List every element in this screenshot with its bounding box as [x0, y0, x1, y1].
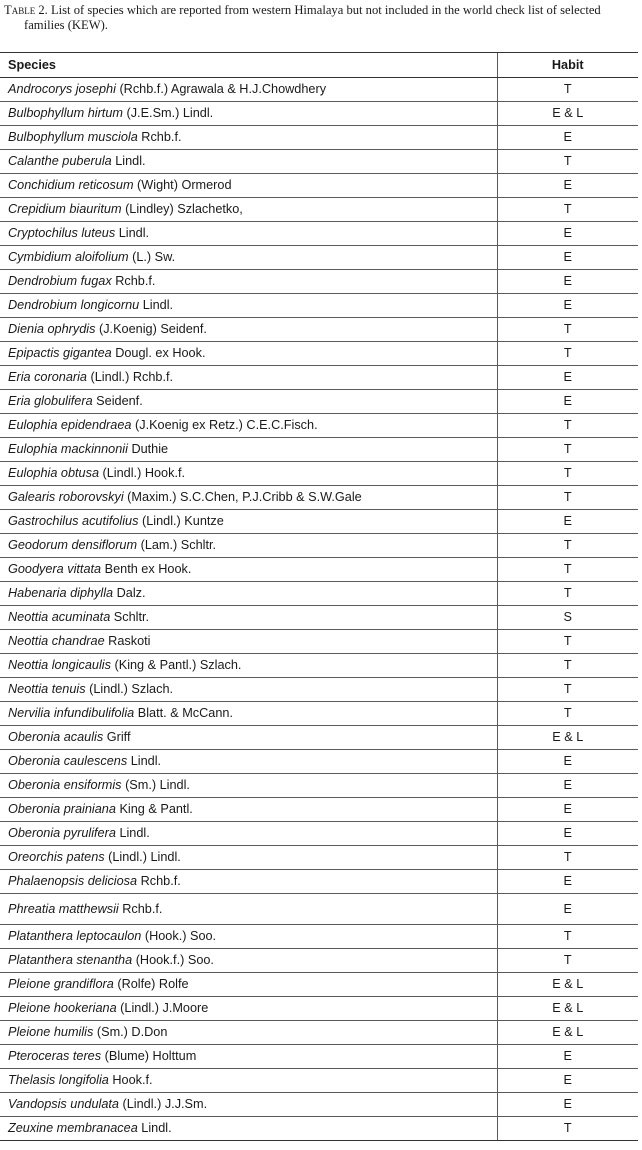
- habit-cell: T: [497, 630, 638, 654]
- habit-cell: E & L: [497, 726, 638, 750]
- species-authority: (King & Pantl.) Szlach.: [114, 658, 242, 672]
- table-row: [0, 414, 638, 438]
- habit-cell: T: [497, 654, 638, 678]
- species-name: Oberonia ensiformis: [8, 778, 122, 792]
- species-name: Habenaria diphylla: [8, 586, 114, 600]
- species-name: Geodorum densiflorum: [8, 538, 138, 552]
- species-authority: Rchb.f.: [140, 874, 181, 888]
- species-cell: [0, 1093, 497, 1117]
- species-name: Phalaenopsis deliciosa: [8, 874, 138, 888]
- species-name: Phreatia matthewsii: [8, 902, 119, 916]
- species-authority: (Lindl.) J.Moore: [120, 1001, 209, 1015]
- species-authority: Lindl.: [130, 754, 162, 768]
- species-cell: [0, 78, 497, 102]
- habit-cell: E: [497, 894, 638, 925]
- table-row: [0, 582, 638, 606]
- species-authority: Duthie: [131, 442, 169, 456]
- species-authority: Raskoti: [108, 634, 151, 648]
- table-row: [0, 366, 638, 390]
- species-cell: [0, 150, 497, 174]
- species-authority: Rchb.f.: [141, 130, 182, 144]
- habit-cell: T: [497, 1117, 638, 1141]
- table-row: [0, 1045, 638, 1069]
- species-cell: [0, 342, 497, 366]
- caption-text-line2: families (KEW).: [24, 18, 108, 32]
- table-caption: [4, 3, 634, 33]
- habit-cell: T: [497, 582, 638, 606]
- species-name: Pleione grandiflora: [8, 977, 114, 991]
- species-authority: (Wight) Ormerod: [137, 178, 232, 192]
- habit-cell: T: [497, 438, 638, 462]
- table-row: [0, 726, 638, 750]
- species-cell: [0, 1117, 497, 1141]
- species-name: Platanthera leptocaulon: [8, 929, 142, 943]
- habit-cell: E: [497, 222, 638, 246]
- species-name: Cymbidium aloifolium: [8, 250, 129, 264]
- table-row: [0, 510, 638, 534]
- table-row: [0, 294, 638, 318]
- table-row: [0, 102, 638, 126]
- caption-text-line1: List of species which are reported from western Himalaya but not included in the world check list of selected: [50, 3, 601, 17]
- habit-cell: E & L: [497, 1021, 638, 1045]
- species-name: Dendrobium fugax: [8, 274, 112, 288]
- table-row: [0, 534, 638, 558]
- species-cell: [0, 997, 497, 1021]
- species-cell: [0, 246, 497, 270]
- habit-cell: T: [497, 486, 638, 510]
- habit-cell: E: [497, 246, 638, 270]
- habit-cell: E: [497, 750, 638, 774]
- habit-cell: E: [497, 294, 638, 318]
- species-cell: [0, 558, 497, 582]
- species-name: Oberonia caulescens: [8, 754, 128, 768]
- species-cell: [0, 126, 497, 150]
- habit-cell: E: [497, 270, 638, 294]
- species-cell: [0, 222, 497, 246]
- species-authority: (Lindl.) Rchb.f.: [90, 370, 174, 384]
- species-cell: [0, 925, 497, 949]
- species-name: Neottia longicaulis: [8, 658, 111, 672]
- habit-cell: T: [497, 925, 638, 949]
- species-authority: (J.Koenig ex Retz.) C.E.C.Fisch.: [135, 418, 318, 432]
- species-cell: [0, 894, 497, 925]
- species-authority: (Maxim.) S.C.Chen, P.J.Cribb & S.W.Gale: [127, 490, 362, 504]
- species-cell: [0, 1045, 497, 1069]
- table-row: [0, 126, 638, 150]
- habit-cell: E: [497, 1069, 638, 1093]
- species-authority: Rchb.f.: [122, 902, 163, 916]
- species-name: Eria globulifera: [8, 394, 93, 408]
- species-name: Eulophia obtusa: [8, 466, 99, 480]
- habit-cell: E: [497, 1045, 638, 1069]
- species-authority: Lindl.: [118, 226, 150, 240]
- table-row: [0, 894, 638, 925]
- species-column-header: Species: [0, 53, 497, 78]
- species-name: Neottia acuminata: [8, 610, 111, 624]
- species-cell: [0, 366, 497, 390]
- species-name: Dendrobium longicornu: [8, 298, 140, 312]
- species-name: Pleione humilis: [8, 1025, 94, 1039]
- species-name: Eulophia mackinnonii: [8, 442, 128, 456]
- table-row: [0, 150, 638, 174]
- species-cell: [0, 414, 497, 438]
- table-row: [0, 870, 638, 894]
- header-row: [0, 53, 638, 78]
- table-row: [0, 342, 638, 366]
- table-row: [0, 997, 638, 1021]
- species-cell: [0, 750, 497, 774]
- table-row: [0, 630, 638, 654]
- habit-cell: T: [497, 949, 638, 973]
- table-row: [0, 949, 638, 973]
- species-name: Oreorchis patens: [8, 850, 105, 864]
- species-cell: [0, 102, 497, 126]
- species-authority: King & Pantl.: [119, 802, 193, 816]
- species-cell: [0, 798, 497, 822]
- species-authority: (J.Koenig) Seidenf.: [98, 322, 207, 336]
- species-cell: [0, 270, 497, 294]
- habit-cell: T: [497, 78, 638, 102]
- table-row: [0, 78, 638, 102]
- species-name: Dienia ophrydis: [8, 322, 96, 336]
- table-row: [0, 925, 638, 949]
- species-cell: [0, 438, 497, 462]
- species-cell: [0, 318, 497, 342]
- species-cell: [0, 582, 497, 606]
- species-name: Bulbophyllum musciola: [8, 130, 138, 144]
- species-authority: (Lindl.) Lindl.: [108, 850, 181, 864]
- table-row: [0, 973, 638, 997]
- habit-cell: T: [497, 318, 638, 342]
- species-name: Epipactis gigantea: [8, 346, 112, 360]
- table-row: [0, 318, 638, 342]
- habit-column-header: Habit: [497, 53, 638, 78]
- species-authority: (Sm.) D.Don: [96, 1025, 168, 1039]
- species-cell: [0, 846, 497, 870]
- table-row: [0, 654, 638, 678]
- species-authority: (J.E.Sm.) Lindl.: [126, 106, 214, 120]
- habit-cell: E: [497, 870, 638, 894]
- habit-cell: T: [497, 198, 638, 222]
- species-authority: (Lindley) Szlachetko,: [125, 202, 243, 216]
- species-cell: [0, 678, 497, 702]
- habit-cell: T: [497, 534, 638, 558]
- species-authority: (Rolfe) Rolfe: [117, 977, 189, 991]
- habit-cell: E & L: [497, 102, 638, 126]
- species-name: Oberonia pyrulifera: [8, 826, 116, 840]
- species-name: Pteroceras teres: [8, 1049, 102, 1063]
- table-row: [0, 846, 638, 870]
- species-name: Vandopsis undulata: [8, 1097, 119, 1111]
- species-authority: Seidenf.: [96, 394, 143, 408]
- table-row: [0, 774, 638, 798]
- species-authority: Blatt. & McCann.: [137, 706, 233, 720]
- species-authority: (Hook.) Soo.: [144, 929, 217, 943]
- habit-cell: E: [497, 1093, 638, 1117]
- species-cell: [0, 174, 497, 198]
- species-name: Thelasis longifolia: [8, 1073, 109, 1087]
- table-row: [0, 462, 638, 486]
- habit-cell: E: [497, 126, 638, 150]
- species-cell: [0, 702, 497, 726]
- species-authority: (Lindl.) Hook.f.: [102, 466, 186, 480]
- species-authority: Dougl. ex Hook.: [115, 346, 206, 360]
- species-name: Eria coronaria: [8, 370, 87, 384]
- species-authority: Lindl.: [141, 1121, 172, 1135]
- habit-cell: T: [497, 462, 638, 486]
- table-row: [0, 798, 638, 822]
- table-row: [0, 390, 638, 414]
- caption-label: Table 2.: [4, 3, 48, 17]
- table-row: [0, 558, 638, 582]
- table-header: [0, 53, 638, 78]
- table-row: [0, 1117, 638, 1141]
- habit-cell: E: [497, 798, 638, 822]
- species-name: Eulophia epidendraea: [8, 418, 132, 432]
- habit-cell: E: [497, 366, 638, 390]
- species-name: Oberonia acaulis: [8, 730, 104, 744]
- species-name: Neottia tenuis: [8, 682, 86, 696]
- species-cell: [0, 1021, 497, 1045]
- table-row: [0, 750, 638, 774]
- table-row: [0, 198, 638, 222]
- species-name: Nervilia infundibulifolia: [8, 706, 135, 720]
- table-row: [0, 606, 638, 630]
- species-authority: (Blume) Holttum: [104, 1049, 197, 1063]
- species-name: Pleione hookeriana: [8, 1001, 117, 1015]
- habit-cell: E: [497, 774, 638, 798]
- table-row: [0, 1021, 638, 1045]
- habit-cell: T: [497, 702, 638, 726]
- species-authority: Rchb.f.: [115, 274, 156, 288]
- species-name: Neottia chandrae: [8, 634, 105, 648]
- species-cell: [0, 654, 497, 678]
- table-row: [0, 678, 638, 702]
- species-authority: (Rchb.f.) Agrawala & H.J.Chowdhery: [119, 82, 327, 96]
- species-authority: (Hook.f.) Soo.: [135, 953, 214, 967]
- species-authority: Lindl.: [119, 826, 150, 840]
- species-cell: [0, 774, 497, 798]
- species-name: Cryptochilus luteus: [8, 226, 116, 240]
- habit-cell: E: [497, 510, 638, 534]
- table-row: [0, 438, 638, 462]
- species-cell: [0, 198, 497, 222]
- habit-cell: E: [497, 174, 638, 198]
- species-name: Zeuxine membranacea: [8, 1121, 138, 1135]
- species-cell: [0, 973, 497, 997]
- species-name: Crepidium biauritum: [8, 202, 122, 216]
- habit-cell: T: [497, 414, 638, 438]
- species-table: [0, 52, 638, 1141]
- species-name: Oberonia prainiana: [8, 802, 116, 816]
- habit-cell: T: [497, 150, 638, 174]
- species-name: Goodyera vittata: [8, 562, 102, 576]
- species-cell: [0, 294, 497, 318]
- species-cell: [0, 510, 497, 534]
- species-authority: Hook.f.: [112, 1073, 153, 1087]
- table-row: [0, 246, 638, 270]
- species-cell: [0, 870, 497, 894]
- habit-cell: E & L: [497, 997, 638, 1021]
- species-name: Bulbophyllum hirtum: [8, 106, 123, 120]
- species-authority: Benth ex Hook.: [104, 562, 192, 576]
- species-authority: (Lam.) Schltr.: [140, 538, 217, 552]
- species-authority: (Lindl.) J.J.Sm.: [122, 1097, 208, 1111]
- habit-cell: E: [497, 390, 638, 414]
- habit-cell: E & L: [497, 973, 638, 997]
- species-authority: (Sm.) Lindl.: [125, 778, 190, 792]
- species-authority: Lindl.: [115, 154, 146, 168]
- species-authority: (L.) Sw.: [132, 250, 176, 264]
- species-cell: [0, 486, 497, 510]
- species-cell: [0, 822, 497, 846]
- species-name: Androcorys josephi: [8, 82, 116, 96]
- species-cell: [0, 462, 497, 486]
- table-row: [0, 1069, 638, 1093]
- species-name: Galearis roborovskyi: [8, 490, 124, 504]
- table-row: [0, 822, 638, 846]
- species-name: Gastrochilus acutifolius: [8, 514, 139, 528]
- species-cell: [0, 390, 497, 414]
- table-row: [0, 174, 638, 198]
- species-authority: Dalz.: [116, 586, 146, 600]
- habit-cell: T: [497, 342, 638, 366]
- habit-cell: S: [497, 606, 638, 630]
- table-body: [0, 78, 638, 1141]
- species-name: Platanthera stenantha: [8, 953, 133, 967]
- table-row: [0, 222, 638, 246]
- species-authority: Schltr.: [113, 610, 150, 624]
- habit-cell: T: [497, 846, 638, 870]
- habit-cell: T: [497, 678, 638, 702]
- species-cell: [0, 534, 497, 558]
- species-cell: [0, 726, 497, 750]
- table-row: [0, 486, 638, 510]
- species-cell: [0, 630, 497, 654]
- species-authority: Griff: [106, 730, 131, 744]
- species-name: Calanthe puberula: [8, 154, 112, 168]
- species-cell: [0, 949, 497, 973]
- habit-cell: T: [497, 558, 638, 582]
- table-row: [0, 270, 638, 294]
- species-name: Conchidium reticosum: [8, 178, 134, 192]
- habit-cell: E: [497, 822, 638, 846]
- species-cell: [0, 1069, 497, 1093]
- table-row: [0, 1093, 638, 1117]
- species-authority: (Lindl.) Szlach.: [89, 682, 174, 696]
- species-authority: (Lindl.) Kuntze: [142, 514, 224, 528]
- species-cell: [0, 606, 497, 630]
- table-row: [0, 702, 638, 726]
- species-authority: Lindl.: [142, 298, 174, 312]
